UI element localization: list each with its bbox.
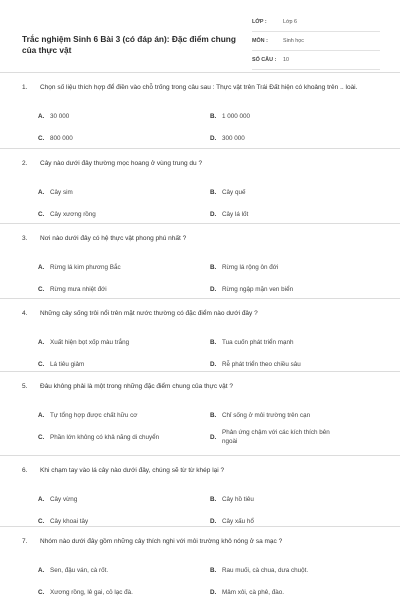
- meta-value: 10: [283, 57, 289, 63]
- meta-key: LỚP :: [252, 19, 267, 25]
- question-number: 7.: [22, 538, 28, 545]
- option-text: Sen, đậu ván, cà rốt.: [50, 566, 109, 574]
- question-text: Cây nào dưới đây thường mọc hoang ở vùng trung du ?: [40, 160, 203, 167]
- option-key: A.: [38, 566, 45, 574]
- answer-option[interactable]: [210, 181, 382, 203]
- option-text: Cây khoai tây: [50, 517, 89, 525]
- answer-option[interactable]: [38, 353, 210, 375]
- question-item: [0, 455, 400, 526]
- option-text: Chỉ sống ở môi trường trên cạn: [222, 411, 311, 419]
- option-key: D.: [210, 433, 217, 441]
- option-text: 1 000 000: [222, 112, 251, 120]
- question-text: Những cây sống trôi nổi trên mặt nước thường có đặc điểm nào dưới đây ?: [40, 310, 258, 317]
- option-text: Xương rồng, lê gai, cỏ lạc đà.: [50, 588, 133, 596]
- quiz-header: [0, 0, 400, 72]
- answer-option[interactable]: [210, 353, 382, 375]
- question-list: [0, 72, 400, 598]
- option-text: Mâm xôi, cà phê, đào.: [222, 588, 284, 596]
- question-item: [0, 148, 400, 223]
- meta-row-count: [252, 51, 380, 70]
- option-key: C.: [38, 134, 45, 142]
- option-key: C.: [38, 588, 45, 596]
- option-key: C.: [38, 210, 45, 218]
- answer-option[interactable]: [210, 105, 382, 127]
- question-number: 4.: [22, 310, 28, 317]
- answer-option[interactable]: [210, 559, 382, 581]
- option-text: 30 000: [50, 112, 70, 120]
- question-item: [0, 223, 400, 298]
- answer-options: [0, 488, 400, 532]
- answer-option[interactable]: [38, 331, 210, 353]
- answer-option[interactable]: [38, 105, 210, 127]
- option-text: Cây sim: [50, 188, 73, 196]
- option-text: Cây lá lốt: [222, 210, 249, 218]
- option-key: D.: [210, 285, 217, 293]
- option-text: Tự tổng hợp được chất hữu cơ: [50, 411, 138, 419]
- option-text: Cây vừng: [50, 495, 78, 503]
- question-item: [0, 371, 400, 455]
- question-header: [0, 537, 400, 553]
- question-item: [0, 72, 400, 148]
- question-number: 3.: [22, 235, 28, 242]
- question-item: [0, 298, 400, 371]
- option-key: B.: [210, 188, 217, 196]
- answer-options: [0, 331, 400, 375]
- option-text: Rừng lá kim phương Bắc: [50, 263, 121, 271]
- option-text: 800 000: [50, 134, 73, 142]
- meta-key: MÔN :: [252, 38, 268, 44]
- question-header: [0, 466, 400, 482]
- option-text: Phần lớn không có khả năng di chuyển: [50, 433, 160, 441]
- answer-option[interactable]: [38, 127, 210, 149]
- option-key: C.: [38, 433, 45, 441]
- option-text: Lá tiêu giảm: [50, 360, 85, 368]
- option-key: D.: [210, 134, 217, 142]
- question-number: 6.: [22, 467, 28, 474]
- question-text: Nhóm nào dưới đây gồm những cây thích nghi với môi trường khô nóng ở sa mạc ?: [40, 538, 283, 545]
- option-text: Cây xấu hổ: [222, 517, 254, 525]
- question-header: [0, 382, 400, 398]
- meta-row-class: [252, 13, 380, 32]
- option-key: D.: [210, 360, 217, 368]
- question-text: Khi chạm tay vào lá cây nào dưới đây, chúng sẽ từ từ khép lại ?: [40, 467, 225, 474]
- option-key: A.: [38, 411, 45, 419]
- answer-option[interactable]: [210, 404, 382, 426]
- answer-option[interactable]: [38, 510, 210, 532]
- option-text: Tua cuốn phát triển mạnh: [222, 338, 294, 346]
- option-key: D.: [210, 588, 217, 596]
- option-text: Cây hồ tiêu: [222, 495, 254, 503]
- quiz-meta-table: [252, 13, 380, 70]
- answer-option[interactable]: [38, 488, 210, 510]
- question-header: [0, 159, 400, 175]
- question-number: 1.: [22, 84, 28, 91]
- meta-key: SỐ CÂU :: [252, 57, 277, 63]
- option-text: Xuất hiện bọt xốp màu trắng: [50, 338, 130, 346]
- answer-option[interactable]: [210, 426, 382, 448]
- option-key: A.: [38, 495, 45, 503]
- answer-options: [0, 559, 400, 603]
- answer-options: [0, 181, 400, 225]
- answer-option[interactable]: [38, 404, 210, 426]
- option-text: Rau muối, cà chua, dưa chuột.: [222, 566, 309, 574]
- answer-option[interactable]: [38, 278, 210, 300]
- option-text: Cây quế: [222, 188, 246, 196]
- question-number: 2.: [22, 160, 28, 167]
- answer-option[interactable]: [210, 127, 382, 149]
- option-key: A.: [38, 338, 45, 346]
- option-key: B.: [210, 566, 217, 574]
- option-text: Cây xương rồng: [50, 210, 96, 218]
- option-text: Rừng mưa nhiệt đới: [50, 285, 107, 293]
- option-key: C.: [38, 285, 45, 293]
- option-key: B.: [210, 263, 217, 271]
- option-key: B.: [210, 411, 217, 419]
- question-header: [0, 309, 400, 325]
- option-key: B.: [210, 495, 217, 503]
- question-text: Chọn số liệu thích hợp để điền vào chỗ trống trong câu sau : Thực vật trên Trái Đất hiện có khoảng trên .. loài.: [40, 84, 358, 91]
- option-key: B.: [210, 338, 217, 346]
- option-text: Phản ứng chậm với các kích thích bên ngoài: [222, 429, 330, 445]
- answer-options: [0, 105, 400, 149]
- answer-option[interactable]: [210, 256, 382, 278]
- question-item: [0, 526, 400, 598]
- option-key: D.: [210, 210, 217, 218]
- answer-option[interactable]: [210, 331, 382, 353]
- answer-option[interactable]: [210, 278, 382, 300]
- option-key: A.: [38, 263, 45, 271]
- option-key: B.: [210, 112, 217, 120]
- option-key: A.: [38, 112, 45, 120]
- answer-option[interactable]: [38, 426, 210, 448]
- question-number: 5.: [22, 383, 28, 390]
- answer-option[interactable]: [210, 510, 382, 532]
- answer-option[interactable]: [38, 256, 210, 278]
- meta-value: Lớp 6: [283, 19, 298, 25]
- option-text: Rễ phát triển theo chiều sâu: [222, 360, 301, 368]
- question-text: Nơi nào dưới đây có hệ thực vật phong phú nhất ?: [40, 235, 187, 242]
- answer-options: [0, 404, 400, 448]
- question-header: [0, 83, 400, 99]
- meta-value: Sinh học: [283, 38, 304, 44]
- page-title: Trắc nghiệm Sinh 6 Bài 3 (có đáp án): Đặc điểm chung của thực vật: [22, 34, 236, 55]
- answer-option[interactable]: [38, 559, 210, 581]
- option-key: A.: [38, 188, 45, 196]
- answer-option[interactable]: [38, 203, 210, 225]
- option-key: C.: [38, 360, 45, 368]
- question-text: Đâu không phải là một trong những đặc điểm chung của thực vật ?: [40, 383, 233, 390]
- option-text: Rừng ngập mặn ven biển: [222, 285, 294, 293]
- answer-option[interactable]: [210, 488, 382, 510]
- option-key: C.: [38, 517, 45, 525]
- answer-option[interactable]: [210, 203, 382, 225]
- option-text: Rừng lá rộng ôn đới: [222, 263, 279, 271]
- question-header: [0, 234, 400, 250]
- meta-row-subject: [252, 32, 380, 51]
- answer-options: [0, 256, 400, 300]
- answer-option[interactable]: [38, 181, 210, 203]
- option-key: D.: [210, 517, 217, 525]
- option-text: 300 000: [222, 134, 245, 142]
